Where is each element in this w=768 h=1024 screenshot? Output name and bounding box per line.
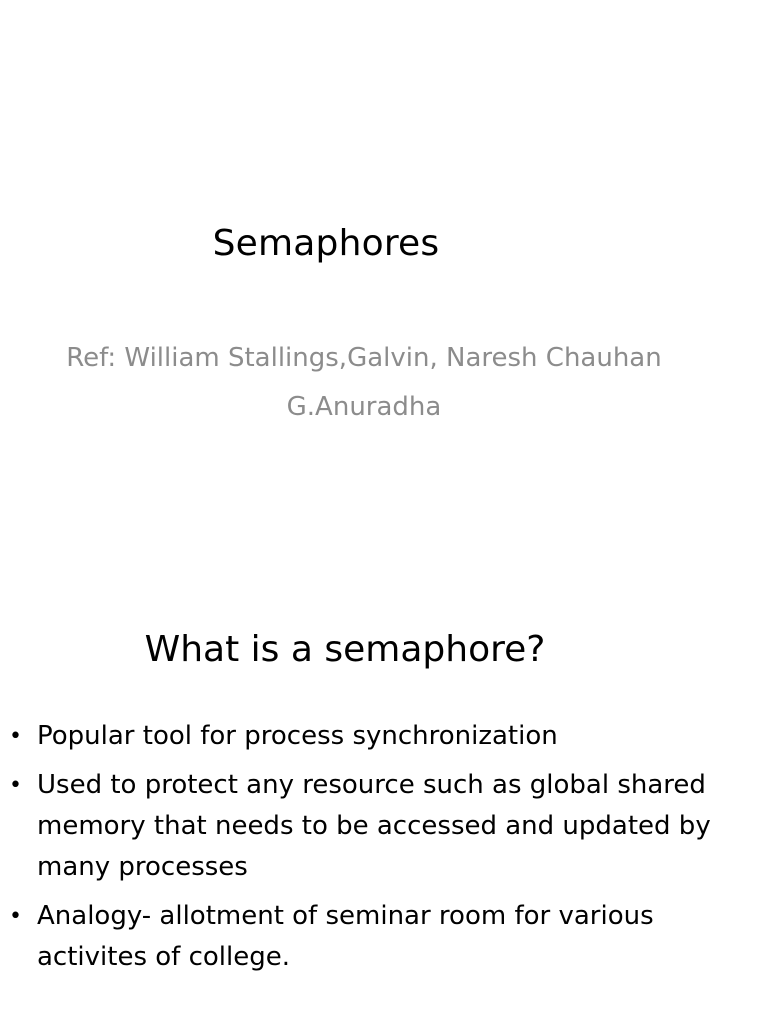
list-item — [0, 765, 740, 888]
bullet-icon: • — [9, 724, 22, 749]
subtitle-reference-line: Ref: William Stallings,Galvin, Naresh Chauhan — [66, 343, 662, 373]
bullet-icon: • — [9, 904, 22, 929]
bullet-text: Analogy- allotment of seminar room for various activites of college. — [37, 901, 654, 972]
bullet-text: Used to protect any resource such as global shared memory that needs to be accessed and updated by many processes — [37, 770, 711, 882]
bullet-text: Popular tool for process synchronization — [37, 721, 558, 751]
list-item — [0, 716, 740, 757]
bullet-icon: • — [9, 773, 22, 798]
slide-title-semaphores: Semaphores — [212, 223, 440, 264]
slide-subtitle — [0, 334, 728, 432]
slide-title-what-is-semaphore: What is a semaphore? — [144, 629, 546, 670]
subtitle-author-line: G.Anuradha — [286, 392, 442, 422]
list-item — [0, 896, 740, 978]
bullet-list — [0, 716, 740, 986]
